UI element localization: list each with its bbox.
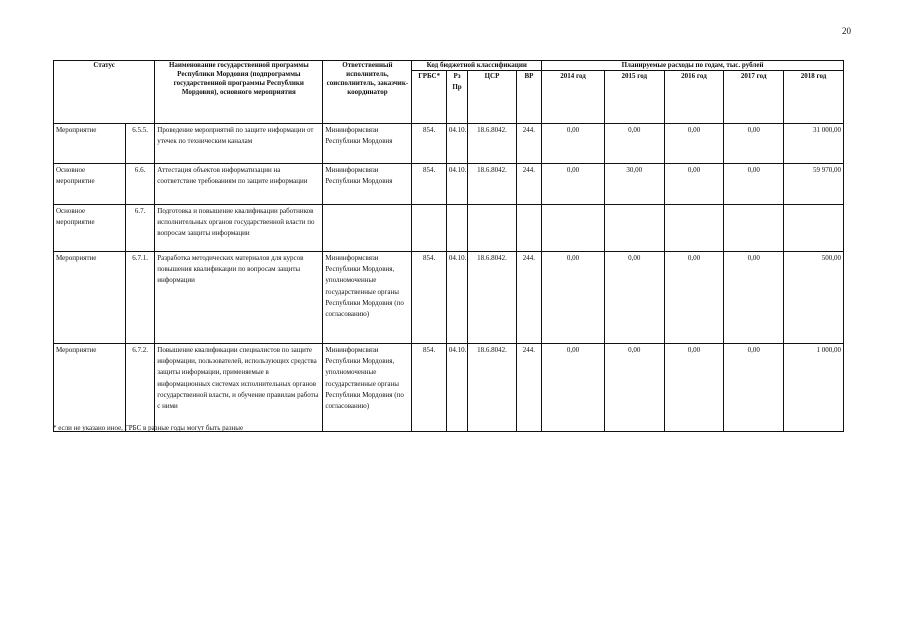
header-program-name: Наименование государственной программы Республики Мордовия (подпрограммы государственной программы Республики Мордовия), основного мероприятия — [155, 61, 323, 124]
row-status: Мероприятие — [54, 252, 126, 344]
header-rzpr: Рз Пр — [446, 71, 467, 124]
row-value-2016 — [664, 205, 724, 252]
row-vr — [516, 205, 541, 252]
header-grbs: ГРБС* — [412, 71, 446, 124]
program-table — [53, 60, 844, 432]
header-year: 2017 год — [724, 71, 784, 124]
row-value-2017: 0,00 — [724, 252, 784, 344]
table-row — [54, 205, 844, 252]
row-responsible — [323, 205, 412, 252]
row-value-2014 — [542, 205, 605, 252]
row-responsible: Мининформсвязи Республики Мордовия, уполномоченные государственные органы Республики Мордовия (по согласованию) — [323, 252, 412, 344]
row-value-2014: 0,00 — [542, 344, 605, 432]
row-number: 6.6. — [125, 164, 154, 205]
row-name: Разработка методических материалов для курсов повышения квалификации по вопросам защиты информации — [155, 252, 323, 344]
row-vr: 244. — [516, 164, 541, 205]
row-name: Повышение квалификации специалистов по защите информации, пользователей, использующих средства защиты информации, применяемые в информационных системах исполнительных органов государственной власти, и обучение правилам работы с ними — [155, 344, 323, 432]
row-status: Основное мероприятие — [54, 205, 126, 252]
row-grbs: 854. — [412, 124, 446, 164]
row-value-2015 — [604, 205, 664, 252]
row-status: Основное мероприятие — [54, 164, 126, 205]
row-responsible: Мининформсвязи Республики Мордовия — [323, 164, 412, 205]
row-value-2015: 0,00 — [604, 344, 664, 432]
row-value-2017 — [724, 205, 784, 252]
header-year: 2014 год — [542, 71, 605, 124]
row-value-2016: 0,00 — [664, 124, 724, 164]
row-vr: 244. — [516, 344, 541, 432]
header-vr: ВР — [516, 71, 541, 124]
row-number: 6.7.2. — [125, 344, 154, 432]
page-number: 20 — [842, 26, 851, 36]
row-value-2017: 0,00 — [724, 124, 784, 164]
row-grbs: 854. — [412, 164, 446, 205]
header-year: 2016 год — [664, 71, 724, 124]
row-status: Мероприятие — [54, 344, 126, 432]
row-grbs — [412, 205, 446, 252]
row-value-2015: 0,00 — [604, 252, 664, 344]
header-expenses: Планируемые расходы по годам, тыс. рублей — [542, 61, 844, 71]
header-csr: ЦСР — [468, 71, 517, 124]
row-name: Проведение мероприятий по защите информации от утечек по техническим каналам — [155, 124, 323, 164]
row-number: 6.7. — [125, 205, 154, 252]
row-status: Мероприятие — [54, 124, 126, 164]
row-grbs: 854. — [412, 252, 446, 344]
row-csr: 18.6.8042. — [468, 124, 517, 164]
row-csr: 18.6.8042. — [468, 252, 517, 344]
header-year: 2018 год — [784, 71, 844, 124]
row-value-2014: 0,00 — [542, 164, 605, 205]
table-row — [54, 252, 844, 344]
header-status: Статус — [54, 61, 155, 124]
row-responsible: Мининформсвязи Республики Мордовия — [323, 124, 412, 164]
row-value-2017: 0,00 — [724, 164, 784, 205]
row-value-2015: 0,00 — [604, 124, 664, 164]
row-value-2018: 31 000,00 — [784, 124, 844, 164]
row-name: Аттестация объектов информатизации на соответствие требованиям по защите информации — [155, 164, 323, 205]
row-csr: 18.6.8042. — [468, 344, 517, 432]
table-row — [54, 124, 844, 164]
header-budget-code: Код бюджетной классификации — [412, 61, 542, 71]
row-number: 6.5.5. — [125, 124, 154, 164]
row-csr — [468, 205, 517, 252]
row-value-2016: 0,00 — [664, 344, 724, 432]
row-value-2015: 30,00 — [604, 164, 664, 205]
row-value-2018: 59 970,00 — [784, 164, 844, 205]
row-vr: 244. — [516, 252, 541, 344]
row-number: 6.7.1. — [125, 252, 154, 344]
row-value-2018: 500,00 — [784, 252, 844, 344]
row-rzpr: 04.10. — [446, 124, 467, 164]
row-rzpr: 04.10. — [446, 344, 467, 432]
row-value-2018: 1 000,00 — [784, 344, 844, 432]
row-value-2018 — [784, 205, 844, 252]
row-rzpr: 04.10. — [446, 252, 467, 344]
row-name: Подготовка и повышение квалификации работников исполнительных органов государственной власти по вопросам защиты информации — [155, 205, 323, 252]
row-vr: 244. — [516, 124, 541, 164]
row-grbs: 854. — [412, 344, 446, 432]
header-year: 2015 год — [604, 71, 664, 124]
row-value-2014: 0,00 — [542, 252, 605, 344]
row-rzpr: 04.10. — [446, 164, 467, 205]
header-responsible: Ответственный исполнитель, соисполнитель, заказчик-координатор — [323, 61, 412, 124]
footnote: * если не указано иное, ГРБС в разные годы могут быть разные — [53, 424, 244, 432]
row-csr: 18.6.8042. — [468, 164, 517, 205]
row-responsible: Мининформсвязи Республики Мордовия, уполномоченные государственные органы Республики Мордовия (по согласованию) — [323, 344, 412, 432]
row-value-2016: 0,00 — [664, 164, 724, 205]
table-row — [54, 164, 844, 205]
row-value-2017: 0,00 — [724, 344, 784, 432]
row-rzpr — [446, 205, 467, 252]
table-row — [54, 344, 844, 432]
row-value-2016: 0,00 — [664, 252, 724, 344]
row-value-2014: 0,00 — [542, 124, 605, 164]
